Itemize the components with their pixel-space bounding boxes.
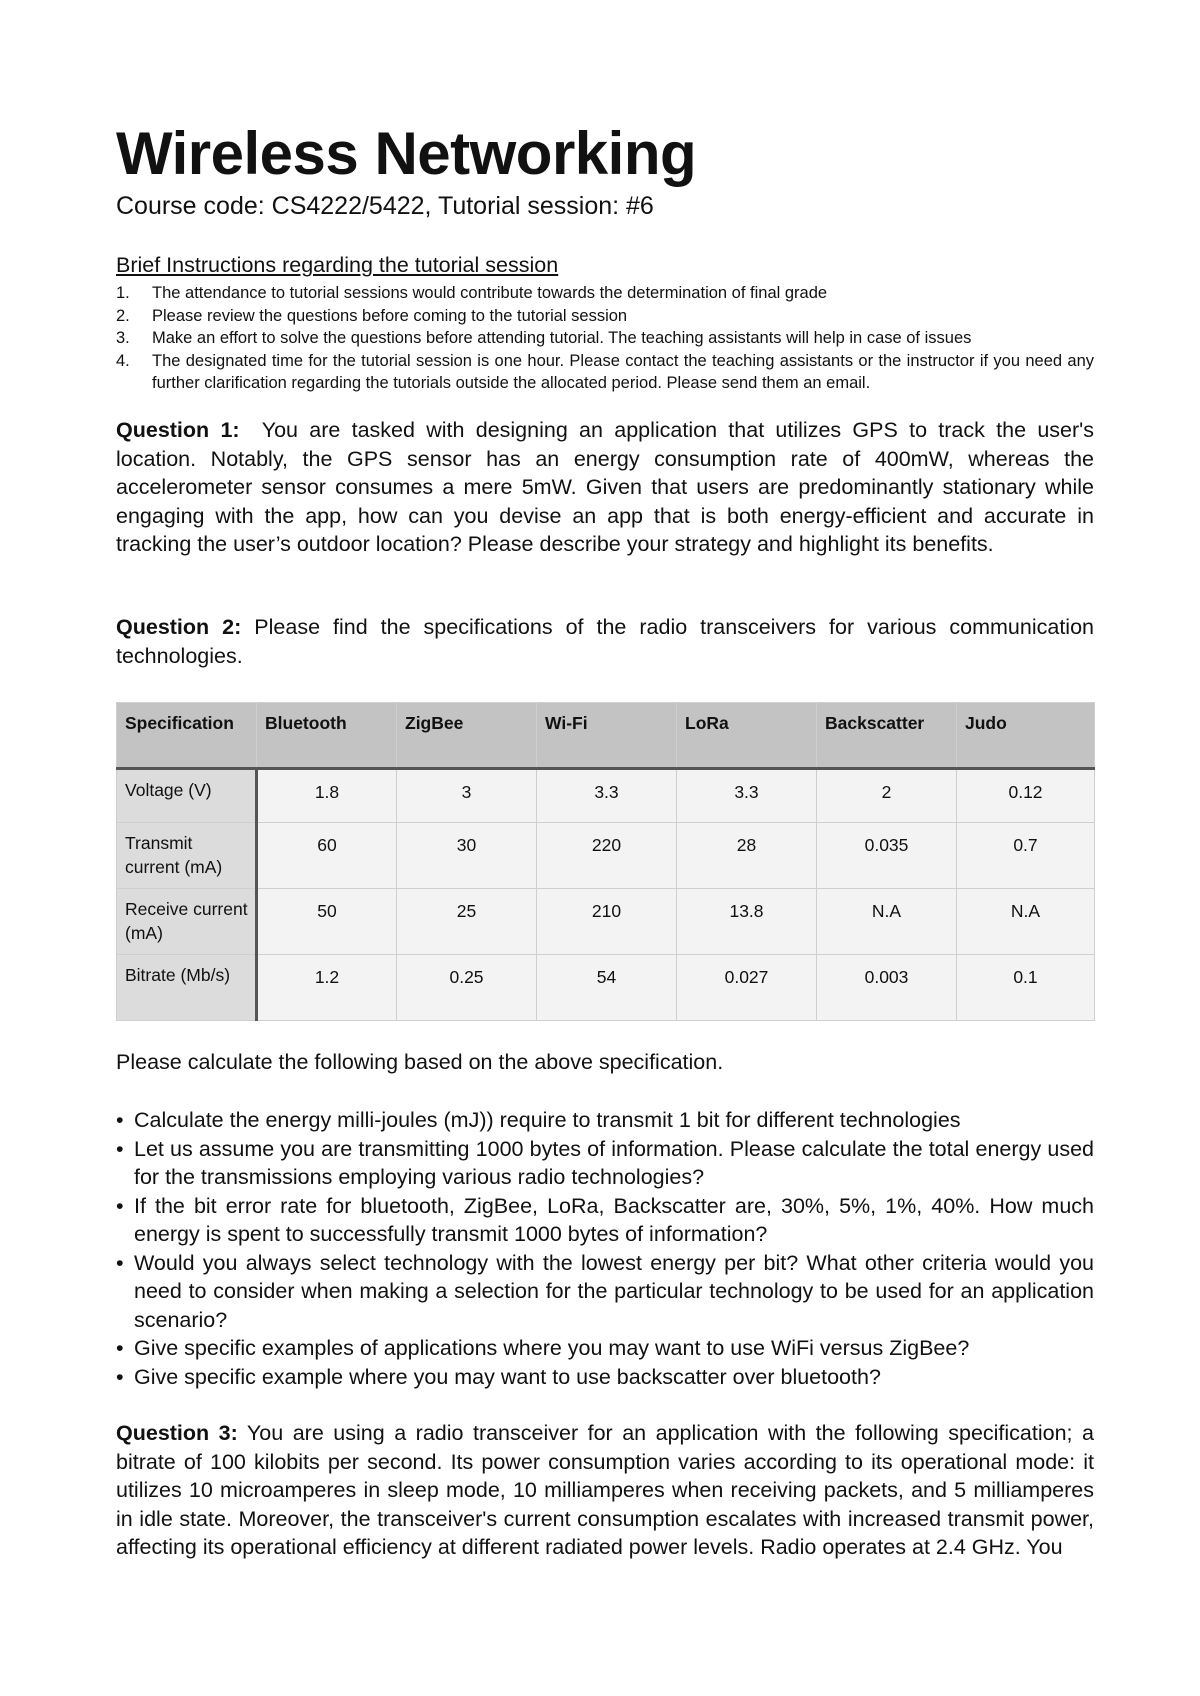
list-item-text: If the bit error rate for bluetooth, ZigBee, LoRa, Backscatter are, 30%, 5%, 1%, 40%. How much energy is spent to successfully transmit 1000 bytes of information? — [134, 1193, 1094, 1246]
table-cell: 210 — [537, 889, 677, 955]
calculation-intro: Please calculate the following based on the above specification. — [116, 1050, 724, 1074]
table-cell: 3 — [397, 769, 537, 823]
list-item-text: Let us assume you are transmitting 1000 bytes of information. Please calculate the total energy used for the transmissions employing various radio technologies? — [134, 1136, 1094, 1189]
table-header-cell: Specification — [117, 703, 257, 769]
table-header-row — [117, 703, 1095, 769]
table-cell: N.A — [817, 889, 957, 955]
table-cell: 0.12 — [957, 769, 1095, 823]
table-cell: 0.003 — [817, 955, 957, 1021]
list-item-text: Give specific example where you may want to use backscatter over bluetooth? — [134, 1364, 881, 1389]
instruction-text: The designated time for the tutorial session is one hour. Please contact the teaching assistants or the instructor if you need any further clarification regarding the tutorials outside the allocated period. Please send them an email. — [152, 351, 1094, 392]
bullet-icon: • — [116, 1108, 124, 1132]
table-cell: 0.027 — [677, 955, 817, 1021]
list-item-text: Calculate the energy milli-joules (mJ)) require to transmit 1 bit for different technologies — [134, 1108, 961, 1132]
instruction-number: 2. — [116, 306, 130, 325]
instruction-item — [116, 350, 1094, 395]
question-2-label: Question 2: — [116, 615, 242, 639]
instructions-heading: Brief Instructions regarding the tutorial session — [116, 253, 559, 277]
bullet-icon: • — [116, 1336, 124, 1360]
table-cell: 0.25 — [397, 955, 537, 1021]
spec-table — [116, 702, 1095, 1021]
calculation-list — [116, 1106, 1094, 1391]
bullet-icon: • — [116, 1193, 124, 1218]
table-cell: 1.2 — [257, 955, 397, 1021]
table-cell: 2 — [817, 769, 957, 823]
document-title: Wireless Networking — [116, 120, 697, 187]
row-label-cell: Bitrate (Mb/s) — [117, 955, 257, 1021]
bullet-icon: • — [116, 1364, 124, 1389]
list-item — [116, 1106, 1094, 1135]
row-label-cell: Transmit current (mA) — [117, 823, 257, 889]
table-cell: N.A — [957, 889, 1095, 955]
instruction-number: 1. — [116, 284, 130, 302]
instruction-text: Make an effort to solve the questions before attending tutorial. The teaching assistants will help in case of issues — [152, 329, 972, 347]
question-2 — [116, 613, 1094, 670]
table-row — [117, 955, 1095, 1021]
list-item — [116, 1249, 1094, 1335]
list-item-text: Give specific examples of applications where you may want to use WiFi versus ZigBee? — [134, 1336, 970, 1360]
table-cell: 1.8 — [257, 769, 397, 823]
table-header-cell: ZigBee — [397, 703, 537, 769]
question-3 — [116, 1419, 1094, 1562]
table-cell: 0.035 — [817, 823, 957, 889]
table-cell: 54 — [537, 955, 677, 1021]
table-header-cell: Judo — [957, 703, 1095, 769]
question-3-label: Question 3: — [116, 1421, 238, 1445]
bullet-icon: • — [116, 1250, 124, 1275]
table-cell: 25 — [397, 889, 537, 955]
table-cell: 50 — [257, 889, 397, 955]
table-header-cell: Backscatter — [817, 703, 957, 769]
question-1 — [116, 416, 1094, 559]
table-cell: 0.1 — [957, 955, 1095, 1021]
table-cell: 13.8 — [677, 889, 817, 955]
question-2-text: Please find the specifications of the radio transceivers for various communication technologies. — [116, 615, 1094, 668]
table-cell: 0.7 — [957, 823, 1095, 889]
instruction-item — [116, 282, 1094, 305]
table-cell: 220 — [537, 823, 677, 889]
table-cell: 28 — [677, 823, 817, 889]
row-label-cell: Receive current (mA) — [117, 889, 257, 955]
instruction-text: The attendance to tutorial sessions would contribute towards the determination of final grade — [152, 284, 828, 302]
instruction-text: Please review the questions before coming to the tutorial session — [152, 306, 628, 325]
table-row — [117, 769, 1095, 823]
instruction-item — [116, 327, 1094, 350]
table-header-cell: Bluetooth — [257, 703, 397, 769]
question-1-label: Question 1: — [116, 418, 240, 442]
list-item — [116, 1135, 1094, 1192]
table-cell: 3.3 — [537, 769, 677, 823]
table-row — [117, 889, 1095, 955]
instruction-number: 3. — [116, 329, 130, 347]
row-label-cell: Voltage (V) — [117, 769, 257, 823]
instructions-list — [116, 282, 1094, 395]
table-cell: 3.3 — [677, 769, 817, 823]
table-header-cell: LoRa — [677, 703, 817, 769]
bullet-icon: • — [116, 1136, 124, 1161]
table-cell: 30 — [397, 823, 537, 889]
list-item — [116, 1363, 1094, 1392]
question-1-text: You are tasked with designing an application that utilizes GPS to track the user's location. Notably, the GPS sensor has an energy consumption rate of 400mW, whereas the accelerometer sensor consumes a mere 5mW. Given that users are predominantly stationary while engaging with the app, how can you devise an app that is both energy-efficient and accurate in tracking the user’s outdoor location? Please describe your strategy and highlight its benefits. — [116, 418, 1094, 556]
table-header-cell: Wi-Fi — [537, 703, 677, 769]
course-subtitle: Course code: CS4222/5422, Tutorial session: #6 — [116, 192, 654, 220]
instruction-item — [116, 305, 1094, 328]
table-row — [117, 823, 1095, 889]
instruction-number: 4. — [116, 351, 130, 370]
list-item-text: Would you always select technology with the lowest energy per bit? What other criteria would you need to consider when making a selection for the particular technology to be used for an application scenario? — [134, 1250, 1094, 1332]
list-item — [116, 1334, 1094, 1363]
list-item — [116, 1192, 1094, 1249]
question-3-text: You are using a radio transceiver for an application with the following specification; a bitrate of 100 kilobits per second. Its power consumption varies according to its operational mode: it utilizes 10 microamperes in sleep mode, 10 milliamperes when receiving packets, and 5 milliamperes in idle state. Moreover, the transceiver's current consumption escalates with increased transmit power, affecting its operational efficiency at different radiated power levels. Radio operates at 2.4 GHz. You — [116, 1421, 1094, 1559]
table-cell: 60 — [257, 823, 397, 889]
